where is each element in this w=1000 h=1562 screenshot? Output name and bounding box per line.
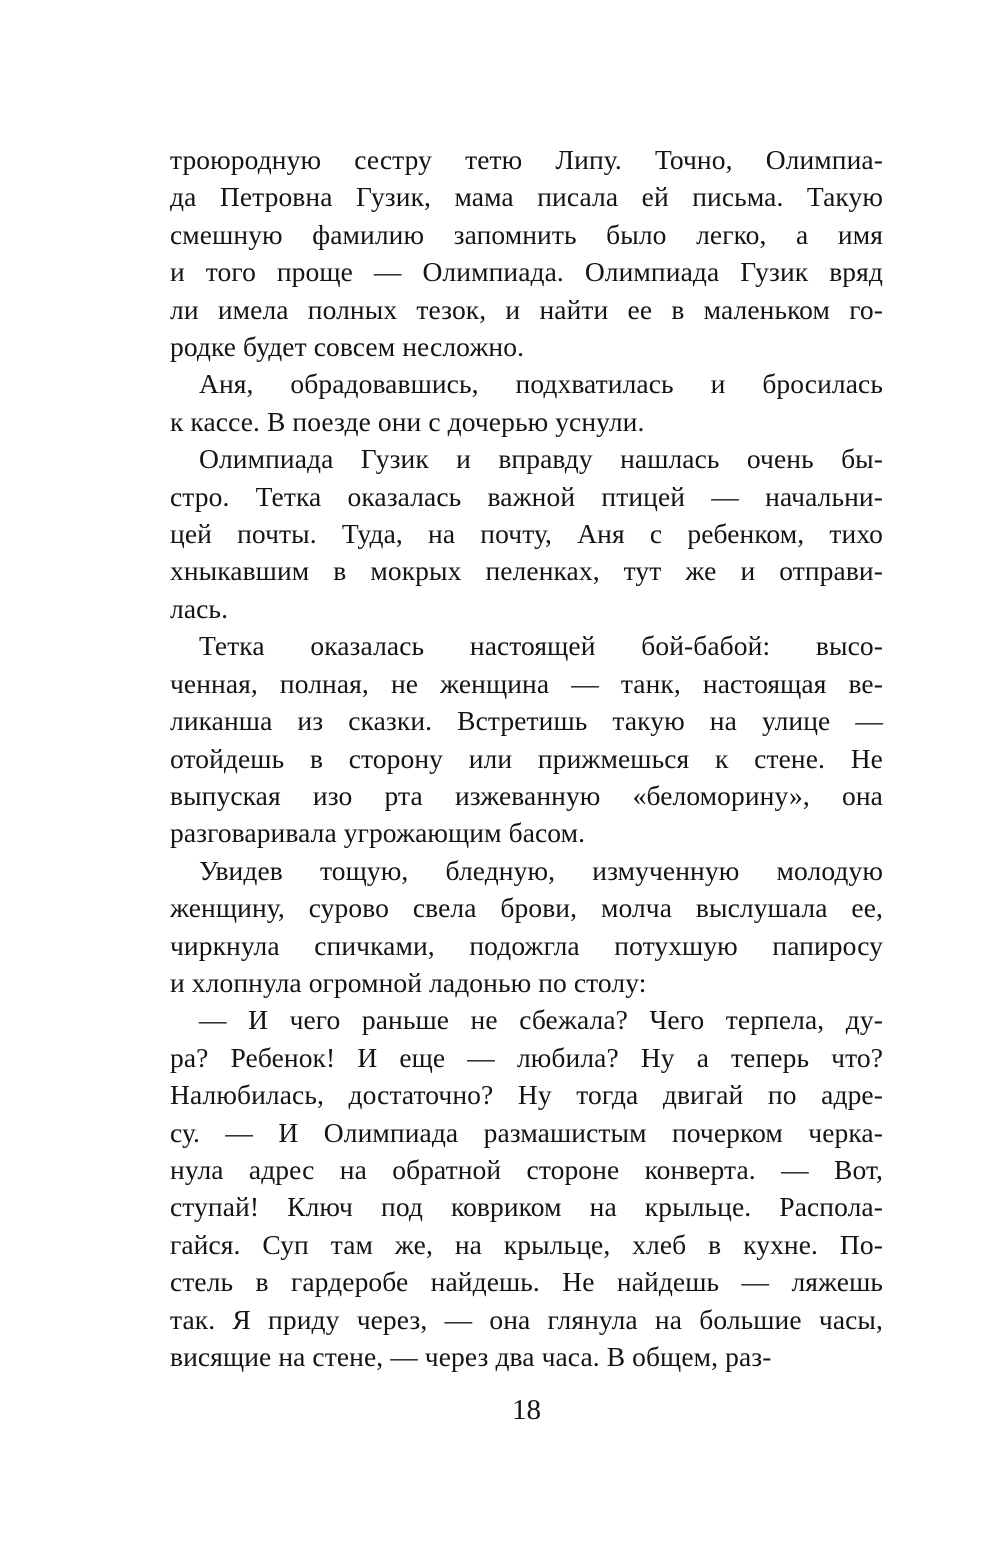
text-line: к кассе. В поезде они с дочерью уснули.	[170, 405, 645, 437]
text-line: лась.	[170, 592, 229, 624]
text-line: ликанша из сказки. Встретишь такую на улице —	[170, 705, 883, 737]
text-line: разговаривала угрожающим басом.	[170, 817, 586, 849]
text-column	[170, 141, 883, 1375]
text-line: стель в гардеробе найдешь. Не найдешь — ляжешь	[170, 1266, 883, 1298]
text-line: и того проще — Олимпиада. Олимпиада Гузик вряд	[170, 256, 883, 288]
text-line: цей почты. Туда, на почту, Аня с ребенком, тихо	[170, 518, 883, 550]
text-line: Тетка оказалась настоящей бой-бабой: высо-	[199, 630, 883, 662]
text-line: родке будет совсем несложно.	[170, 331, 525, 363]
text-line: су. — И Олимпиада размашистым почерком черка-	[170, 1116, 883, 1148]
text-line: ли имела полных тезок, и найти ее в маленьком го-	[170, 293, 883, 325]
text-line: Аня, обрадовавшись, подхватилась и бросилась	[199, 368, 883, 400]
paragraph	[170, 141, 883, 365]
text-line: выпуская изо рта изжеванную «беломорину», она	[170, 779, 883, 811]
text-line: висящие на стене, — через два часа. В общем, раз-	[170, 1341, 772, 1372]
paragraph	[170, 440, 883, 627]
paragraph	[170, 365, 883, 440]
text-line: Олимпиада Гузик и вправду нашлась очень бы-	[199, 443, 883, 475]
text-line: так. Я приду через, — она глянула на большие часы,	[170, 1303, 883, 1335]
text-line: женщину, сурово свела брови, молча выслушала ее,	[170, 892, 883, 924]
paragraph	[170, 627, 883, 851]
page-number: 18	[512, 1394, 541, 1426]
text-line: и хлопнула огромной ладонью по столу:	[170, 966, 647, 998]
text-line: нула адрес на обратной стороне конверта. — Вот,	[170, 1153, 883, 1185]
text-line: ченная, полная, не женщина — танк, настоящая ве-	[170, 667, 883, 699]
text-line: троюродную сестру тетю Липу. Точно, Олимпиа-	[170, 144, 883, 175]
text-line: гайся. Суп там же, на крыльце, хлеб в кухне. По-	[170, 1228, 883, 1260]
text-line: смешную фамилию запомнить было легко, а имя	[170, 218, 883, 250]
paragraph	[170, 1001, 883, 1375]
text-line: чиркнула спичками, подожгла потухшую папиросу	[170, 929, 883, 961]
text-line: ступай! Ключ под ковриком на крыльце. Распола-	[170, 1191, 883, 1223]
text-line: Увидев тощую, бледную, измученную молодую	[199, 854, 883, 886]
text-line: — И чего раньше не сбежала? Чего терпела, ду-	[199, 1004, 883, 1036]
text-line: стро. Тетка оказалась важной птицей — начальни-	[170, 480, 883, 512]
text-line: отойдешь в сторону или прижмешься к стене. Не	[170, 742, 883, 774]
text-line: да Петровна Гузик, мама писала ей письма. Такую	[170, 181, 883, 213]
text-line: хныкавшим в мокрых пеленках, тут же и отправи-	[170, 555, 883, 587]
text-line: ра? Ребенок! И еще — любила? Ну а теперь что?	[170, 1041, 883, 1073]
text-line: Налюбилась, достаточно? Ну тогда двигай по адре-	[170, 1079, 883, 1111]
paragraph	[170, 852, 883, 1002]
